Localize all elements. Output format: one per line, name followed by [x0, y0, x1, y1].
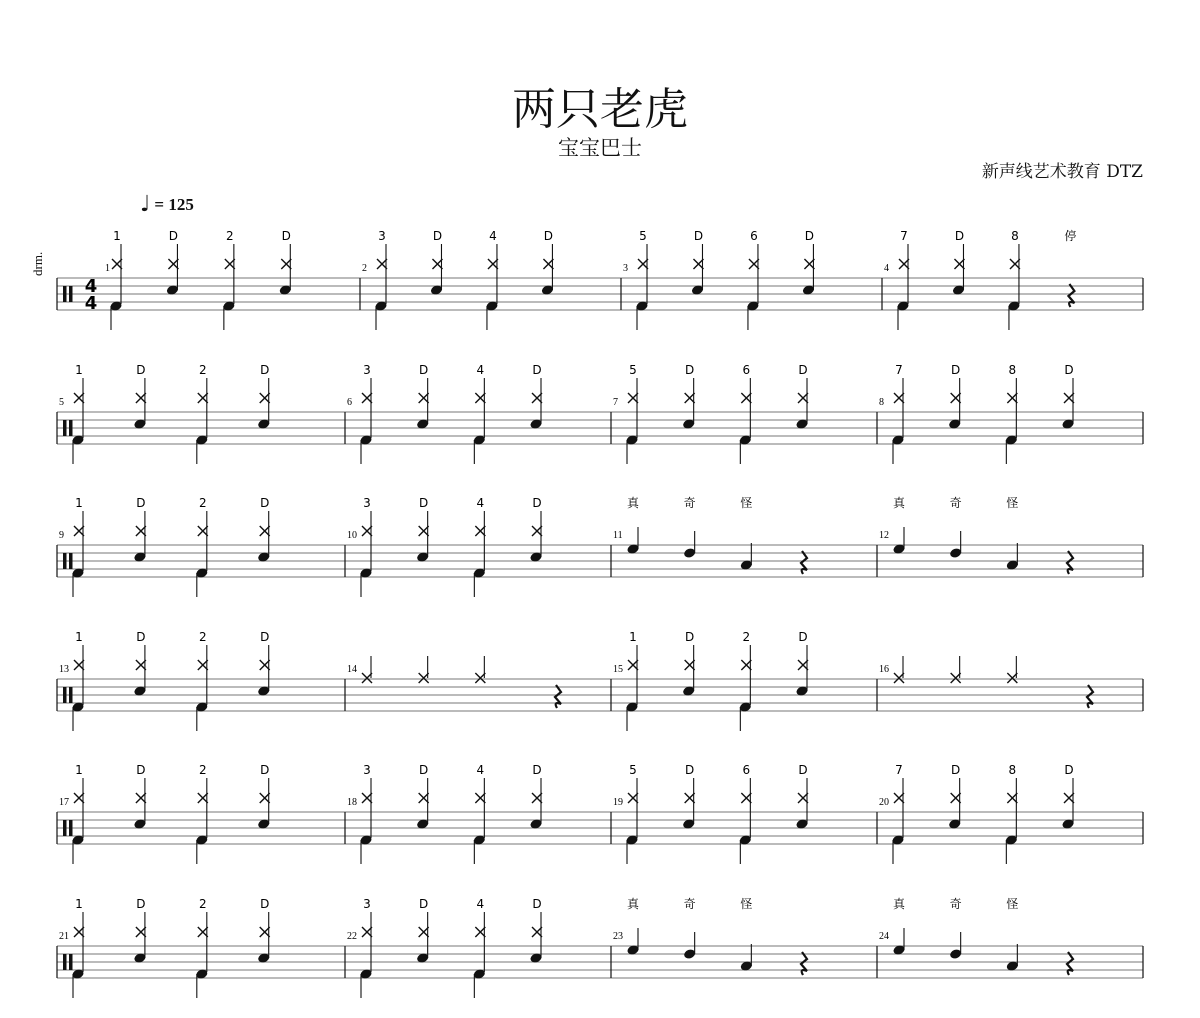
instrument-label: drm. [30, 251, 45, 276]
quarter-rest-icon [555, 685, 561, 708]
count-lyric: 3 [363, 363, 371, 377]
count-lyric: 8 [1008, 763, 1017, 777]
system-4 [57, 630, 1143, 731]
measure-number: 10 [347, 530, 357, 541]
count-lyric: D [432, 229, 443, 243]
measure-number: 4 [884, 263, 889, 274]
measure-1 [105, 229, 292, 330]
measure-18 [347, 763, 543, 864]
count-lyric: D [954, 229, 965, 243]
percussion-clef-icon [63, 553, 67, 569]
system-1 [57, 228, 1143, 330]
count-lyric: D [419, 763, 429, 777]
time-signature-denominator: 4 [84, 293, 98, 314]
count-lyric: 奇 [683, 897, 696, 911]
measure-2 [362, 229, 554, 330]
count-lyric: 5 [629, 363, 637, 377]
count-lyric: D [1064, 763, 1074, 777]
measure-10 [347, 496, 543, 597]
measure-4 [884, 228, 1076, 330]
measure-13 [59, 630, 270, 731]
measure-number: 11 [613, 530, 623, 541]
quarter-rest-icon [1067, 551, 1073, 574]
percussion-clef-icon [63, 687, 67, 703]
measure-number: 14 [347, 664, 357, 675]
quarter-rest-icon [1068, 284, 1074, 307]
measure-9 [59, 496, 270, 597]
measure-number: 22 [347, 931, 357, 942]
score-subtitle: 宝宝巴士 [558, 136, 642, 160]
count-lyric: D [951, 363, 961, 377]
measure-23 [613, 896, 807, 975]
count-lyric: D [532, 496, 542, 510]
count-lyric: D [1064, 363, 1074, 377]
measure-number: 12 [879, 530, 889, 541]
measure-number: 21 [59, 931, 69, 942]
measure-number: 8 [879, 397, 884, 408]
percussion-clef-icon-b [69, 553, 73, 569]
measure-number: 6 [347, 397, 352, 408]
count-lyric: 1 [113, 229, 121, 243]
measure-number: 18 [347, 797, 357, 808]
count-lyric: D [419, 363, 429, 377]
count-lyric: D [260, 763, 270, 777]
count-lyric: D [419, 496, 429, 510]
measure-12 [879, 495, 1073, 574]
measure-number: 17 [59, 797, 69, 808]
count-lyric: 5 [639, 229, 647, 243]
count-lyric: 奇 [949, 496, 962, 510]
measure-7 [613, 363, 809, 464]
percussion-clef-icon-b [69, 954, 73, 970]
count-lyric: D [260, 363, 270, 377]
count-lyric: D [532, 363, 542, 377]
score-title: 两只老虎 [512, 84, 688, 135]
count-lyric: 7 [900, 229, 908, 243]
count-lyric: 6 [742, 763, 751, 777]
count-lyric: 3 [363, 496, 371, 510]
count-lyric: 2 [198, 897, 207, 911]
percussion-clef-icon-b [69, 820, 73, 836]
measure-number: 19 [613, 797, 623, 808]
count-lyric: 2 [226, 229, 234, 243]
measure-16 [879, 656, 1093, 708]
count-lyric: 4 [489, 229, 497, 243]
composer-credit: 新声线艺术教育 DTZ [981, 162, 1143, 182]
count-lyric: 奇 [683, 496, 696, 510]
count-lyric: 怪 [740, 496, 753, 510]
system-2 [57, 363, 1143, 464]
measure-number: 7 [613, 397, 618, 408]
measure-24 [879, 896, 1073, 975]
count-lyric: D [951, 763, 961, 777]
measure-number: 23 [613, 931, 623, 942]
quarter-rest-icon [801, 952, 807, 975]
measure-5 [59, 363, 270, 464]
system-3 [57, 495, 1143, 597]
count-lyric: 4 [476, 897, 485, 911]
count-lyric: D [136, 763, 146, 777]
count-lyric: D [136, 630, 146, 644]
count-lyric: 6 [750, 229, 758, 243]
tempo-value: = 125 [154, 194, 194, 214]
count-lyric: D [532, 897, 542, 911]
count-lyric: D [168, 229, 179, 243]
count-lyric: 3 [363, 763, 371, 777]
measure-14 [347, 656, 561, 708]
count-lyric: D [281, 229, 291, 243]
count-lyric: 8 [1008, 363, 1017, 377]
measure-22 [347, 897, 543, 998]
count-lyric: 2 [198, 363, 207, 377]
count-lyric: 1 [75, 897, 83, 911]
quarter-rest-icon [1087, 685, 1093, 708]
quarter-rest-icon [1067, 952, 1073, 975]
count-lyric: D [685, 763, 695, 777]
measure-15 [613, 630, 809, 731]
measure-number: 24 [879, 931, 889, 942]
measure-6 [347, 363, 543, 464]
system-5 [57, 763, 1143, 864]
count-lyric: D [260, 897, 270, 911]
measure-number: 3 [623, 263, 628, 274]
count-lyric: D [532, 763, 542, 777]
count-lyric: 怪 [740, 897, 753, 911]
count-lyric: 3 [378, 229, 386, 243]
count-lyric: D [419, 897, 429, 911]
count-lyric: 2 [198, 496, 207, 510]
count-lyric: D [685, 630, 695, 644]
count-lyric: D [798, 763, 808, 777]
count-lyric: 2 [198, 630, 207, 644]
count-lyric: D [136, 897, 146, 911]
count-lyric: 停 [1064, 229, 1077, 243]
count-lyric: D [136, 496, 146, 510]
measure-3 [623, 229, 815, 330]
count-lyric: 1 [75, 763, 83, 777]
count-lyric: 2 [742, 630, 751, 644]
count-lyric: D [260, 630, 270, 644]
count-lyric: 1 [629, 630, 637, 644]
count-lyric: 真 [626, 897, 640, 911]
count-lyric: 7 [895, 763, 903, 777]
count-lyric: 6 [742, 363, 751, 377]
percussion-clef-icon-b [69, 687, 73, 703]
measure-number: 5 [59, 397, 64, 408]
system-6 [57, 896, 1143, 998]
count-lyric: 5 [629, 763, 637, 777]
count-lyric: 7 [895, 363, 903, 377]
measure-number: 2 [362, 263, 367, 274]
measure-8 [879, 363, 1075, 464]
count-lyric: D [798, 630, 808, 644]
measure-number: 20 [879, 797, 889, 808]
count-lyric: 1 [75, 363, 83, 377]
time-signature-numerator: 4 [84, 276, 98, 297]
count-lyric: D [543, 229, 554, 243]
count-lyric: 怪 [1006, 897, 1019, 911]
measure-number: 16 [879, 664, 889, 675]
count-lyric: 2 [198, 763, 207, 777]
measure-number: 13 [59, 664, 69, 675]
measure-11 [613, 495, 807, 574]
measure-number: 1 [105, 263, 110, 274]
measure-17 [59, 763, 270, 864]
count-lyric: D [693, 229, 704, 243]
percussion-clef-icon-b [69, 420, 73, 436]
count-lyric: D [685, 363, 695, 377]
count-lyric: D [136, 363, 146, 377]
count-lyric: 4 [476, 363, 485, 377]
measure-number: 9 [59, 530, 64, 541]
measure-20 [879, 763, 1075, 864]
count-lyric: 1 [75, 630, 83, 644]
percussion-clef-icon [63, 954, 67, 970]
percussion-clef-icon-b [69, 286, 73, 302]
measure-21 [59, 897, 270, 998]
count-lyric: 真 [626, 496, 640, 510]
measure-19 [613, 763, 809, 864]
count-lyric: 怪 [1006, 496, 1019, 510]
count-lyric: 真 [892, 897, 906, 911]
count-lyric: 3 [363, 897, 371, 911]
count-lyric: 4 [476, 496, 485, 510]
count-lyric: 1 [75, 496, 83, 510]
count-lyric: 奇 [949, 897, 962, 911]
percussion-clef-icon [63, 820, 67, 836]
count-lyric: D [804, 229, 815, 243]
count-lyric: 真 [892, 496, 906, 510]
count-lyric: 8 [1011, 229, 1019, 243]
quarter-note-icon: ♩ [140, 192, 151, 217]
quarter-rest-icon [801, 551, 807, 574]
count-lyric: D [798, 363, 808, 377]
measure-number: 15 [613, 664, 623, 675]
count-lyric: D [260, 496, 270, 510]
percussion-clef-icon [63, 420, 67, 436]
percussion-clef-icon [63, 286, 67, 302]
count-lyric: 4 [476, 763, 485, 777]
